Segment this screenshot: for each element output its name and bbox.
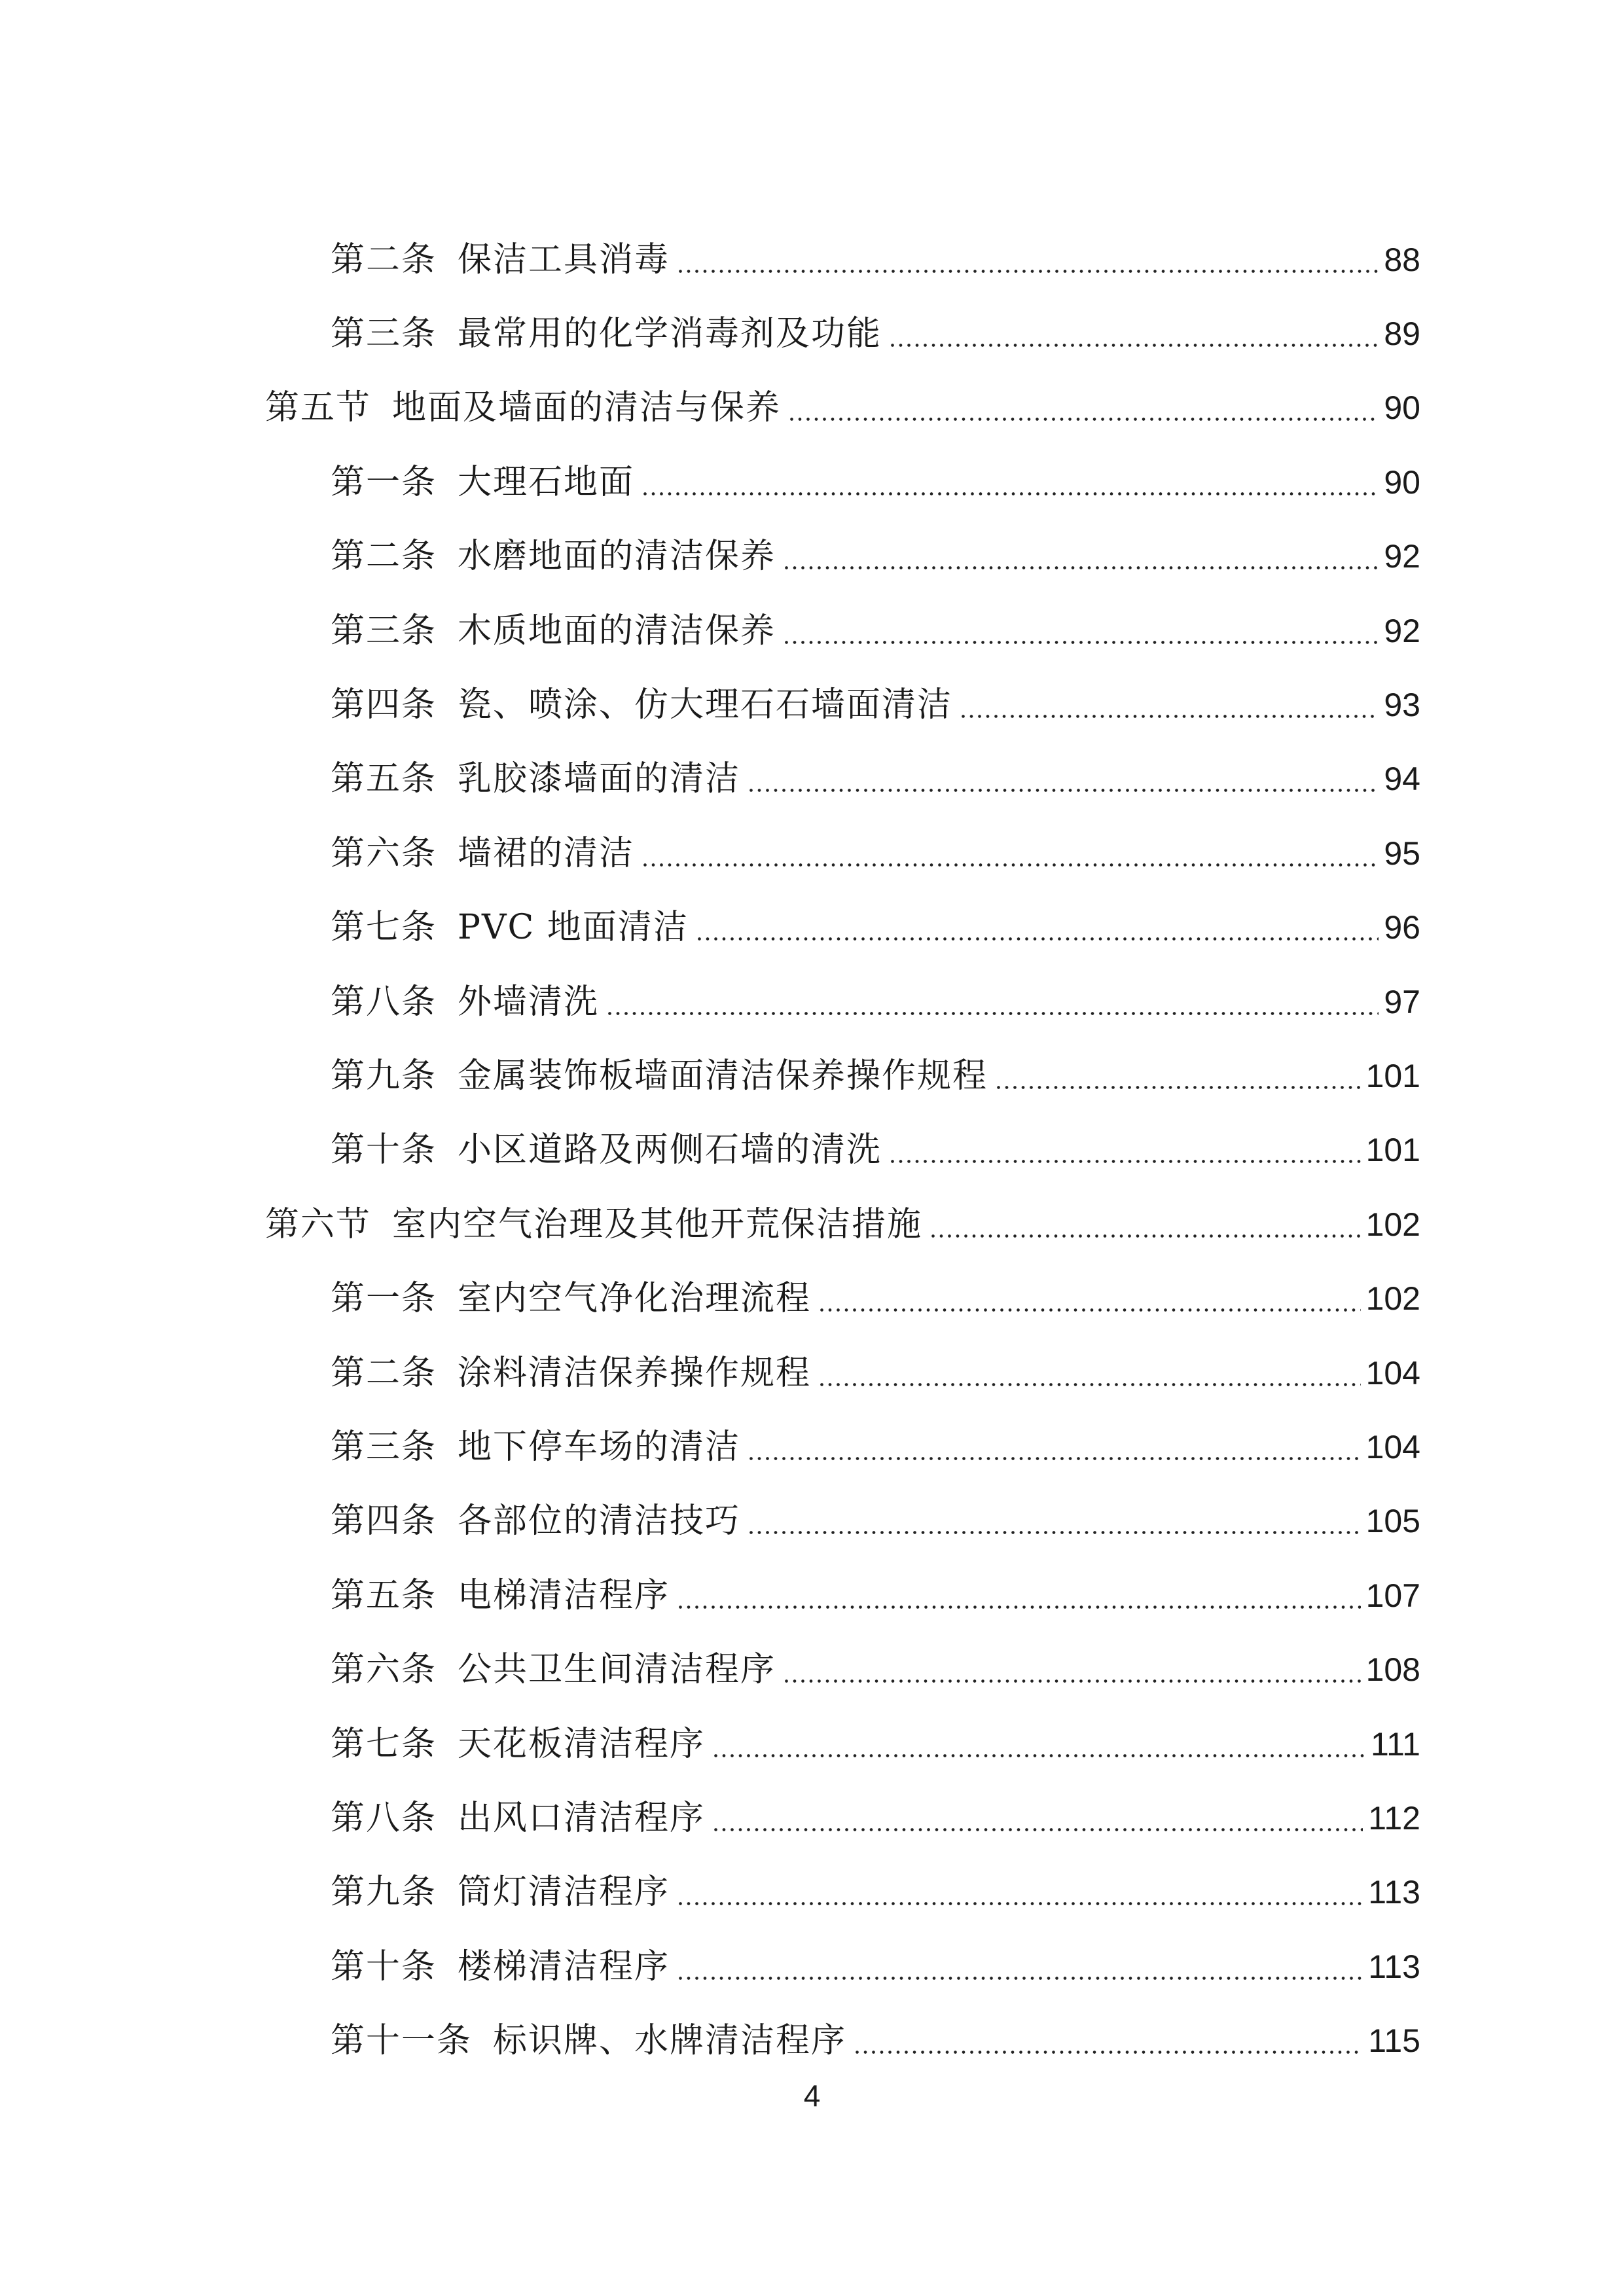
toc-entry-number: 第七条 xyxy=(331,1724,437,1764)
toc-dot-leader xyxy=(856,2021,1363,2060)
toc-entry-page: 115 xyxy=(1368,2022,1420,2060)
toc-dot-leader xyxy=(891,314,1379,353)
toc-dot-leader xyxy=(749,1501,1361,1541)
toc-entry-title: 木质地面的清洁保养 xyxy=(458,611,776,651)
toc-article-entry[interactable] xyxy=(265,1336,1420,1410)
toc-article-entry[interactable] xyxy=(265,1781,1420,1855)
toc-section-entry[interactable] xyxy=(265,371,1420,445)
toc-entry-number: 第八条 xyxy=(331,982,437,1022)
toc-entry-number: 第十条 xyxy=(331,1946,437,1986)
toc-dot-leader xyxy=(679,1947,1363,1986)
toc-dot-leader xyxy=(749,759,1379,798)
toc-entry-title: 乳胶漆墙面的清洁 xyxy=(458,759,741,799)
toc-entry-page: 108 xyxy=(1365,1651,1420,1689)
toc-entry-page: 102 xyxy=(1365,1206,1420,1243)
toc-entry-title: 各部位的清洁技巧 xyxy=(458,1501,741,1541)
toc-article-entry[interactable] xyxy=(265,891,1420,965)
toc-article-entry[interactable] xyxy=(265,296,1420,370)
toc-entry-number: 第二条 xyxy=(331,1353,437,1393)
toc-entry-page: 95 xyxy=(1384,834,1420,872)
toc-entry-number: 第九条 xyxy=(331,1056,437,1096)
toc-entry-page: 93 xyxy=(1384,687,1420,724)
toc-article-entry[interactable] xyxy=(265,1113,1420,1187)
toc-article-entry[interactable] xyxy=(265,594,1420,668)
toc-dot-leader xyxy=(714,1725,1365,1764)
toc-entry-number: 第三条 xyxy=(331,1427,437,1467)
toc-entry-title: 保洁工具消毒 xyxy=(458,240,670,279)
toc-entry-number: 第二条 xyxy=(331,537,437,577)
toc-entry-number: 第五条 xyxy=(331,759,437,799)
toc-entry-number: 第六条 xyxy=(331,833,437,873)
toc-dot-leader xyxy=(643,834,1379,873)
toc-entry-page: 104 xyxy=(1365,1354,1420,1391)
toc-entry-title: 室内空气净化治理流程 xyxy=(458,1279,812,1319)
toc-article-entry[interactable] xyxy=(265,816,1420,890)
toc-entry-title: 楼梯清洁程序 xyxy=(458,1946,670,1986)
toc-dot-leader xyxy=(679,1576,1361,1615)
toc-entry-number: 第二条 xyxy=(331,240,437,279)
toc-article-entry[interactable] xyxy=(265,2003,1420,2077)
toc-entry-page: 88 xyxy=(1384,241,1420,278)
toc-article-entry[interactable] xyxy=(265,1632,1420,1706)
toc-entry-title: PVC 地面清洁 xyxy=(458,908,689,948)
toc-entry-title: 水磨地面的清洁保养 xyxy=(458,537,776,577)
toc-entry-page: 104 xyxy=(1365,1428,1420,1465)
toc-entry-number: 第一条 xyxy=(331,1279,437,1319)
page-number: 4 xyxy=(803,2079,821,2113)
toc-dot-leader xyxy=(820,1354,1361,1393)
toc-article-entry[interactable] xyxy=(265,1261,1420,1335)
toc-entry-number: 第九条 xyxy=(331,1873,437,1912)
toc-entry-title: 天花板清洁程序 xyxy=(458,1724,706,1764)
toc-dot-leader xyxy=(785,537,1379,576)
toc-dot-leader xyxy=(643,463,1379,502)
toc-entry-title: 小区道路及两侧石墙的清洗 xyxy=(458,1130,882,1170)
toc-dot-leader xyxy=(714,1799,1363,1838)
toc-entry-page: 90 xyxy=(1384,463,1420,501)
toc-article-entry[interactable] xyxy=(265,742,1420,816)
toc-entry-number: 第五节 xyxy=(265,388,372,428)
toc-entry-number: 第八条 xyxy=(331,1798,437,1838)
toc-entry-page: 97 xyxy=(1384,983,1420,1020)
toc-entry-page: 101 xyxy=(1365,1132,1420,1169)
toc-article-entry[interactable] xyxy=(265,1929,1420,2003)
toc-entry-number: 第六条 xyxy=(331,1650,437,1690)
toc-entry-number: 第一条 xyxy=(331,462,437,502)
toc-entry-page: 94 xyxy=(1384,761,1420,798)
toc-entry-number: 第四条 xyxy=(331,1501,437,1541)
toc-dot-leader xyxy=(749,1427,1361,1467)
toc-entry-page: 89 xyxy=(1384,315,1420,353)
toc-entry-number: 第六节 xyxy=(265,1204,372,1244)
toc-entry-number: 第三条 xyxy=(331,314,437,354)
toc-dot-leader xyxy=(931,1205,1361,1244)
toc-article-entry[interactable] xyxy=(265,1856,1420,1929)
toc-dot-leader xyxy=(608,982,1379,1022)
toc-entry-number: 第三条 xyxy=(331,611,437,651)
toc-dot-leader xyxy=(891,1130,1361,1170)
toc-entry-page: 112 xyxy=(1368,1799,1420,1837)
toc-entry-title: 室内空气治理及其他开荒保洁措施 xyxy=(392,1204,923,1244)
toc-entry-page: 102 xyxy=(1365,1280,1420,1318)
toc-entry-page: 101 xyxy=(1365,1057,1420,1094)
table-of-contents xyxy=(265,223,1420,2078)
toc-article-entry[interactable] xyxy=(265,668,1420,742)
toc-entry-number: 第十一条 xyxy=(331,2021,473,2061)
toc-article-entry[interactable] xyxy=(265,965,1420,1039)
toc-article-entry[interactable] xyxy=(265,1039,1420,1113)
toc-article-entry[interactable] xyxy=(265,1707,1420,1781)
toc-entry-page: 111 xyxy=(1370,1725,1420,1763)
toc-entry-title: 涂料清洁保养操作规程 xyxy=(458,1353,812,1393)
toc-entry-title: 公共卫生间清洁程序 xyxy=(458,1650,776,1690)
toc-article-entry[interactable] xyxy=(265,1410,1420,1484)
toc-entry-number: 第十条 xyxy=(331,1130,437,1170)
toc-entry-title: 地下停车场的清洁 xyxy=(458,1427,741,1467)
toc-entry-page: 105 xyxy=(1365,1503,1420,1540)
toc-article-entry[interactable] xyxy=(265,1558,1420,1632)
toc-dot-leader xyxy=(962,685,1379,725)
toc-dot-leader xyxy=(679,1873,1363,1912)
toc-entry-number: 第五条 xyxy=(331,1575,437,1615)
toc-entry-page: 113 xyxy=(1368,1874,1420,1911)
toc-article-entry[interactable] xyxy=(265,1484,1420,1558)
toc-dot-leader xyxy=(785,611,1379,651)
toc-dot-leader xyxy=(997,1056,1361,1096)
toc-dot-leader xyxy=(785,1650,1361,1689)
toc-dot-leader xyxy=(790,388,1379,427)
toc-entry-page: 107 xyxy=(1365,1577,1420,1614)
toc-entry-title: 大理石地面 xyxy=(458,462,635,502)
toc-entry-page: 96 xyxy=(1384,909,1420,946)
toc-entry-title: 金属装饰板墙面清洁保养操作规程 xyxy=(458,1056,988,1096)
toc-entry-title: 筒灯清洁程序 xyxy=(458,1873,670,1912)
toc-entry-title: 外墙清洗 xyxy=(458,982,600,1022)
toc-entry-title: 墙裙的清洁 xyxy=(458,833,635,873)
toc-entry-title: 瓷、喷涂、仿大理石石墙面清洁 xyxy=(458,685,953,725)
toc-article-entry[interactable] xyxy=(265,223,1420,296)
toc-entry-page: 113 xyxy=(1368,1948,1420,1985)
toc-entry-title: 标识牌、水牌清洁程序 xyxy=(493,2021,847,2061)
toc-entry-title: 电梯清洁程序 xyxy=(458,1575,670,1615)
toc-entry-title: 出风口清洁程序 xyxy=(458,1798,706,1838)
toc-section-entry[interactable] xyxy=(265,1187,1420,1261)
toc-dot-leader xyxy=(679,240,1379,279)
toc-dot-leader xyxy=(820,1279,1361,1318)
toc-article-entry[interactable] xyxy=(265,445,1420,519)
toc-entry-number: 第七条 xyxy=(331,908,437,948)
toc-entry-page: 92 xyxy=(1384,612,1420,649)
toc-dot-leader xyxy=(698,908,1379,947)
toc-entry-page: 90 xyxy=(1384,389,1420,427)
toc-entry-number: 第四条 xyxy=(331,685,437,725)
toc-entry-page: 92 xyxy=(1384,538,1420,575)
toc-entry-title: 最常用的化学消毒剂及功能 xyxy=(458,314,882,354)
toc-article-entry[interactable] xyxy=(265,520,1420,594)
toc-entry-title: 地面及墙面的清洁与保养 xyxy=(392,388,782,428)
